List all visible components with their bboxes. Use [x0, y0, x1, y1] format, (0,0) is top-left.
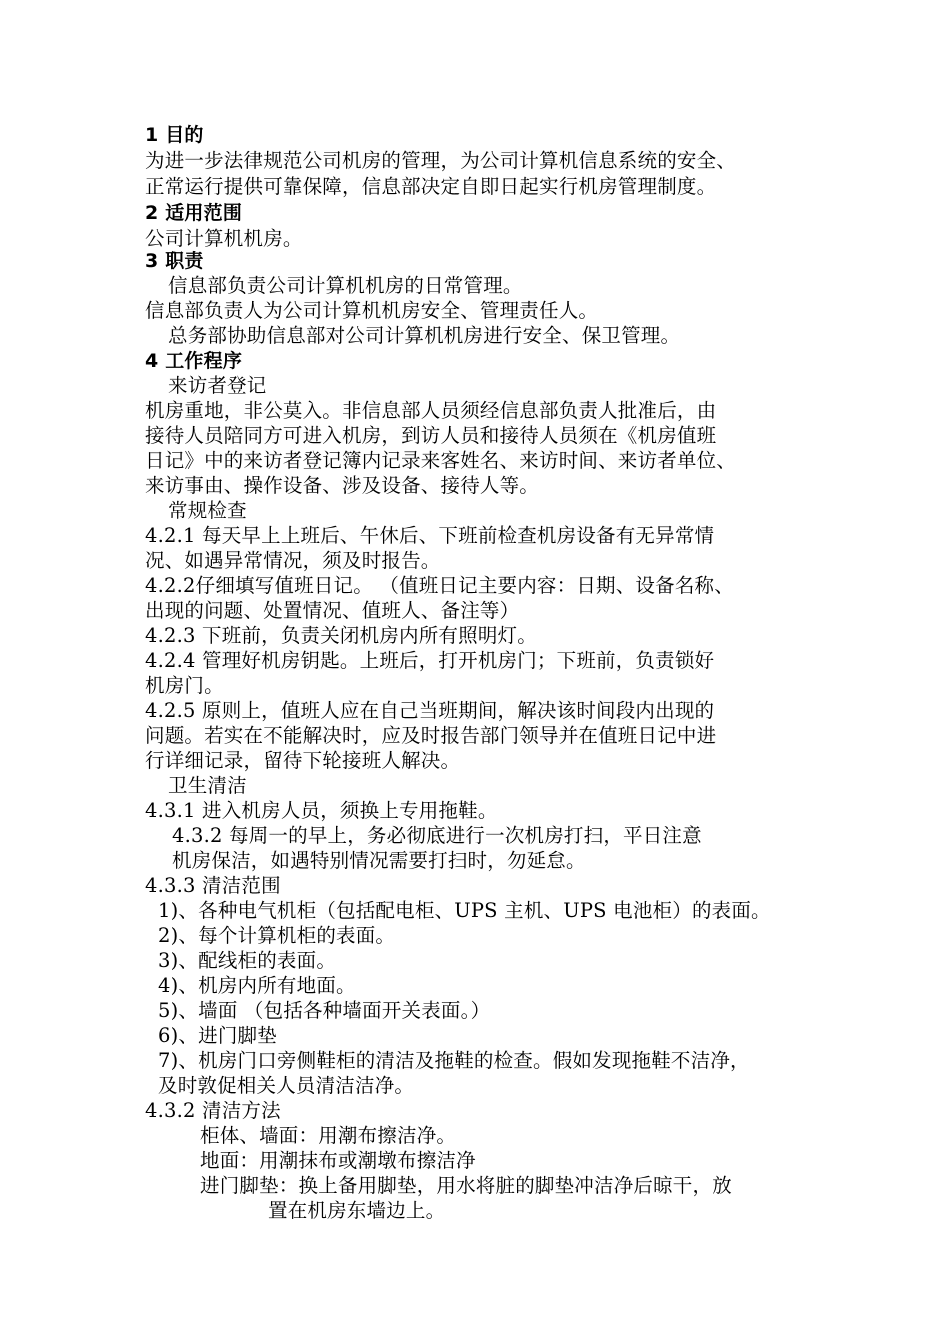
paragraph-line: 出现的问题、处置情况、值班人、备注等）	[145, 599, 520, 622]
paragraph-line: 4.2.2仔细填写值班日记。 （值班日记主要内容：日期、设备名称、	[145, 574, 734, 597]
paragraph-line: 来访事由、操作设备、涉及设备、接待人等。	[145, 474, 540, 497]
paragraph-line: 4.3.2 清洁方法	[145, 1099, 281, 1122]
paragraph-line: 信息部负责公司计算机机房的日常管理。	[168, 274, 523, 297]
paragraph-line: 置在机房东墙边上。	[268, 1199, 446, 1222]
paragraph-line: 柜体、墙面：用潮布擦洁净。	[200, 1124, 457, 1147]
paragraph-line: 4.2.3 下班前，负责关闭机房内所有照明灯。	[145, 624, 537, 647]
paragraph-line: 4.3.3 清洁范围	[145, 874, 281, 897]
subheading-visitor-registration: 来访者登记	[168, 374, 267, 397]
paragraph-line: 4.3.2 每周一的早上，务必彻底进行一次机房打扫，平日注意	[172, 824, 702, 847]
paragraph-line: 况、如遇异常情况，须及时报告。	[145, 549, 441, 572]
paragraph-line: 公司计算机机房。	[145, 227, 303, 250]
heading-procedure: 4 工作程序	[145, 350, 243, 372]
subheading-cleaning: 卫生清洁	[168, 774, 247, 797]
paragraph-line: 机房重地，非公莫入。非信息部人员须经信息部负责人批准后，由	[145, 399, 717, 422]
paragraph-line: 行详细记录，留待下轮接班人解决。	[145, 749, 461, 772]
list-item: 2)、每个计算机柜的表面。	[158, 924, 396, 947]
paragraph-line: 机房保洁，如遇特别情况需要打扫时，勿延怠。	[172, 849, 586, 872]
paragraph-line: 4.2.5 原则上，值班人应在自己当班期间，解决该时间段内出现的	[145, 699, 715, 722]
list-item: 5)、墙面 （包括各种墙面开关表面。）	[158, 999, 491, 1022]
paragraph-line: 日记》中的来访者登记簿内记录来客姓名、来访时间、来访者单位、	[145, 449, 737, 472]
paragraph-line: 问题。若实在不能解决时，应及时报告部门领导并在值班日记中进	[145, 724, 717, 747]
paragraph-line: 正常运行提供可靠保障，信息部决定自即日起实行机房管理制度。	[145, 175, 717, 198]
list-item: 3)、配线柜的表面。	[158, 949, 337, 972]
paragraph-line: 进门脚垫：换上备用脚垫，用水将脏的脚垫冲洁净后晾干，放	[200, 1174, 732, 1197]
heading-responsibilities: 3 职责	[145, 250, 204, 272]
heading-scope: 2 适用范围	[145, 202, 243, 224]
paragraph-line: 信息部负责人为公司计算机机房安全、管理责任人。	[145, 299, 599, 322]
list-item: 7)、机房门口旁侧鞋柜的清洁及拖鞋的检查。假如发现拖鞋不洁净，	[158, 1049, 750, 1072]
paragraph-line: 机房门。	[145, 674, 224, 697]
paragraph-line: 4.3.1 进入机房人员，须换上专用拖鞋。	[145, 799, 498, 822]
paragraph-line: 4.2.1 每天早上上班后、午休后、下班前检查机房设备有无异常情	[145, 524, 715, 547]
list-item: 及时敦促相关人员清洁洁净。	[158, 1074, 415, 1097]
heading-purpose: 1 目的	[145, 124, 204, 146]
paragraph-line: 4.2.4 管理好机房钥匙。上班后，打开机房门；下班前，负责锁好	[145, 649, 715, 672]
list-item: 4)、机房内所有地面。	[158, 974, 356, 997]
list-item: 1)、各种电气机柜（包括配电柜、UPS 主机、UPS 电池柜）的表面。	[158, 899, 771, 922]
paragraph-line: 总务部协助信息部对公司计算机机房进行安全、保卫管理。	[168, 324, 681, 347]
paragraph-line: 接待人员陪同方可进入机房，到访人员和接待人员须在《机房值班	[145, 424, 717, 447]
subheading-routine-check: 常规检查	[168, 499, 247, 522]
paragraph-line: 为进一步法律规范公司机房的管理，为公司计算机信息系统的安全、	[145, 149, 737, 172]
list-item: 6)、进门脚垫	[158, 1024, 277, 1047]
paragraph-line: 地面：用潮抹布或潮墩布擦洁净	[200, 1149, 476, 1172]
